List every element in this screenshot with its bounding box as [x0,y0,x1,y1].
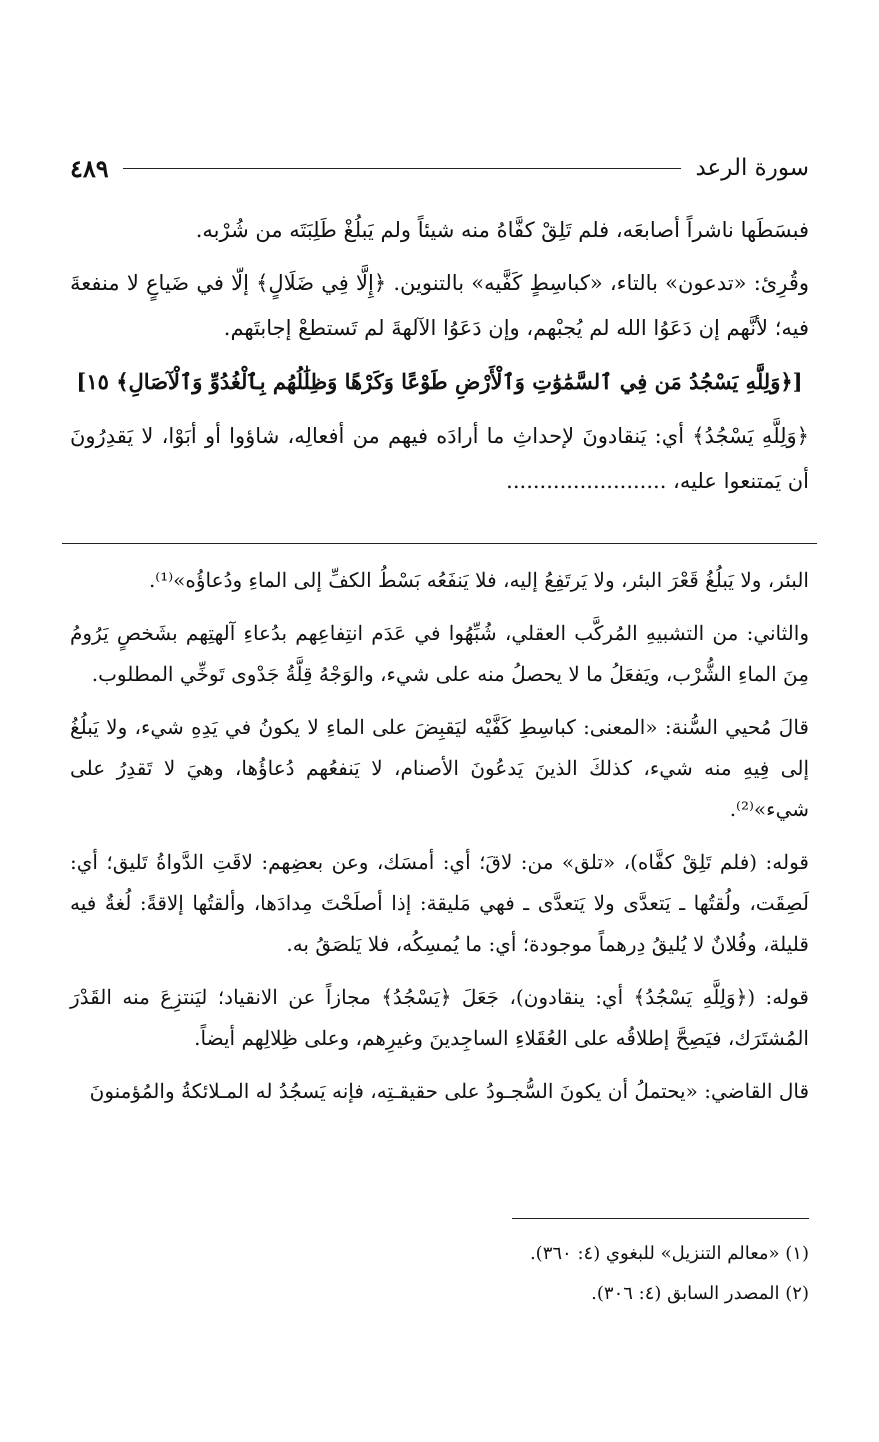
commentary-paragraph: قوله: (فلم تَلِقْ كفَّاه)، «تلق» من: لاقَ؛ أي: أمسَك، وعن بعضِهم: لاقَتِ الدَّواةُ تَليق؛ أي: لَصِقَت، ولُقتُها ـ يَتعدَّى ولا يَتعدَّى ـ فهي مَليقة: إذا أصلَحْتَ مِدادَها، وألقتُها إلاقةً: لُغةٌ فيه قليلة، وفُلانٌ لا يُليقُ دِرهماً موجودة؛ أي: ما يُمسِكُه، فلا يَلصَقُ به. [70,850,810,956]
main-paragraph: فبسَطَها ناشراً أصابعَه، فلم تَلِقْ كفَّاهُ منه شيئاً ولم يَبلُغْ طَلِبَتَه من شُرْبه. [195,218,809,242]
commentary-paragraph: قالَ مُحيي السُّنة: «المعنى: كباسِطِ كَفَّيْه ليَقبِضَ على الماءِ لا يكونُ في يَدِهِ شيء، ولا يَبلُغُ إلى فِيهِ منه شيء، كذلكَ الذينَ يَدعُونَ الأصنام، لا يَنفعُهم دُعاؤُها، وهيَ لا تَقدِرُ على شيء»⁽²⁾. [70,715,809,821]
commentary-text [70,560,809,1124]
surah-title: سورة الرعد [695,155,809,181]
section-divider [62,543,817,544]
footnote: (٢) المصدر السابق (٤: ٣٠٦). [591,1283,809,1304]
header-rule [123,168,682,169]
commentary-paragraph: قوله: (﴿وَلِلَّهِ يَسْجُدُ﴾ أي: ينقادون)، جَعَلَ ﴿يَسْجُدُ﴾ مجازاً عن الانقياد؛ ليَنتزِعَ منه القَدْرَ المُشتَرَك، فيَصِحَّ إطلاقُه على العُقَلاءِ الساجِدينَ وغيرِهم، وعلى ظِلالِهم أيضاً. [70,985,809,1050]
page-number: ٤٨٩ [70,153,109,183]
main-text [70,208,809,512]
main-paragraph: ﴿وَلِلَّهِ يَسْجُدُ﴾ أي: يَنقادونَ لإحداثِ ما أرادَه فيهم من أفعالِه، شاؤوا أو أبَوْا، لا يَقدِرُونَ أن يَمتنعوا عليه، ........................ [70,424,809,493]
commentary-paragraph: والثاني: من التشبيهِ المُركَّب العقلي، شُبِّهُوا في عَدَم انتِفاعِهم بدُعاءِ آلهتِهم بشَخصٍ يَرُومُ مِنَ الماءِ الشُّرْب، ويَفعَلُ ما لا يحصلُ منه على شيء، والوَجْهُ قِلَّةُ جَدْوى تَوخِّي المطلوب. [70,621,809,686]
main-paragraph: وقُرِئ: «تدعون» بالتاء، «كباسِطٍ كَفَّيه» بالتنوين. ﴿إِلَّا فِي ضَلَالٍ﴾ إلّا في ضَياعٍ لا منفعةَ فيه؛ لأنَّهم إن دَعَوُا الله لم يُجبْهم، وإن دَعَوُا الآلهةَ لم تَستطعْ إجابتَهم. [70,271,809,340]
quran-verse: [﴿وَلِلَّهِ يَسْجُدُ مَن فِي ٱلسَّمَٰوَٰتِ وَٱلْأَرْضِ طَوْعًا وَكَرْهًا وَظِلَٰلُهُم بِٱلْغُدُوِّ وَٱلْآصَالِ﴾ ١٥] [76,369,803,394]
footnotes [70,1234,809,1314]
commentary-paragraph: قال القاضي: «يحتملُ أن يكونَ السُّجـودُ على حقيقـتِه، فإنه يَسجُدُ له المـلائكةُ والمُؤمنونَ [89,1079,809,1103]
footnote: (١) «معالم التنزيل» للبغوي (٤: ٣٦٠). [529,1243,809,1264]
page-header [70,150,809,186]
footnote-rule [512,1218,809,1219]
commentary-paragraph: البئر، ولا يَبلُغُ قَعْرَ البئر، ولا يَرتَفِعُ إليه، فلا يَنفَعُه بَسْطُ الكفِّ إلى الماءِ ودُعاؤُه»⁽¹⁾. [148,568,809,592]
